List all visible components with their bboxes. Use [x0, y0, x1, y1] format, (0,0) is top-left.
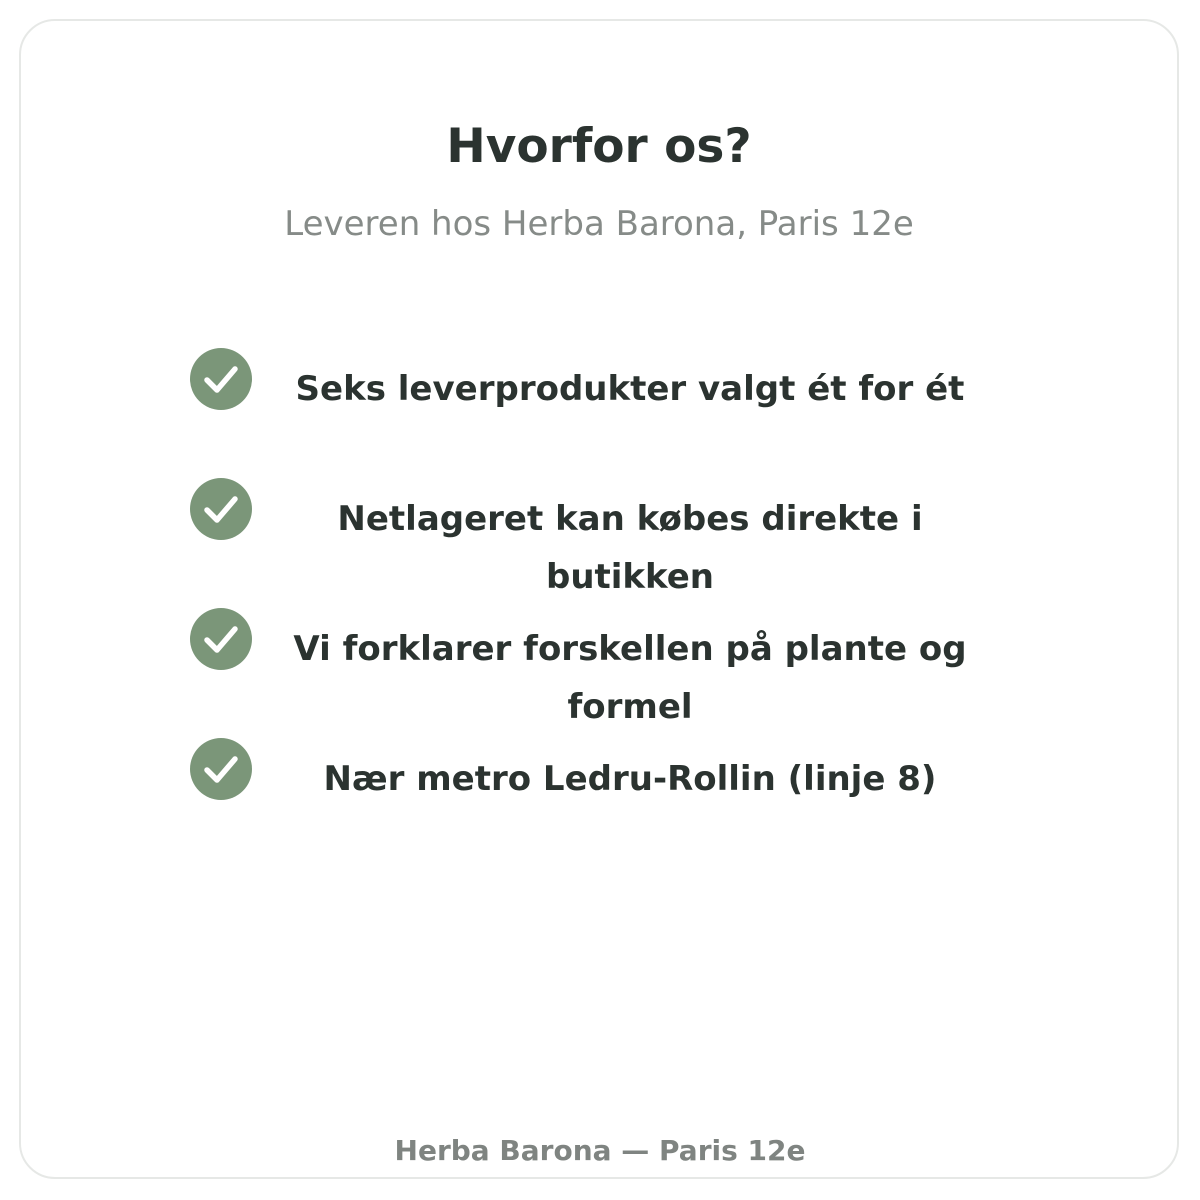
page-subtitle: Leveren hos Herba Barona, Paris 12e — [284, 204, 914, 244]
footer-text: Herba Barona — Paris 12e — [394, 1134, 806, 1167]
feature-text: Seks leverprodukter valgt ét for ét — [295, 369, 965, 409]
feature-text: Vi forklarer forskellen på plante og formel — [293, 629, 967, 727]
check-circle-icon — [190, 608, 252, 670]
check-circle-icon — [190, 478, 252, 540]
page-title: Hvorfor os? — [446, 119, 752, 174]
check-circle-icon — [190, 348, 252, 410]
feature-text: Nær metro Ledru-Rollin (linje 8) — [323, 759, 937, 799]
feature-text: Netlageret kan købes direkte i butikken — [337, 499, 923, 597]
check-circle-icon — [190, 738, 252, 800]
